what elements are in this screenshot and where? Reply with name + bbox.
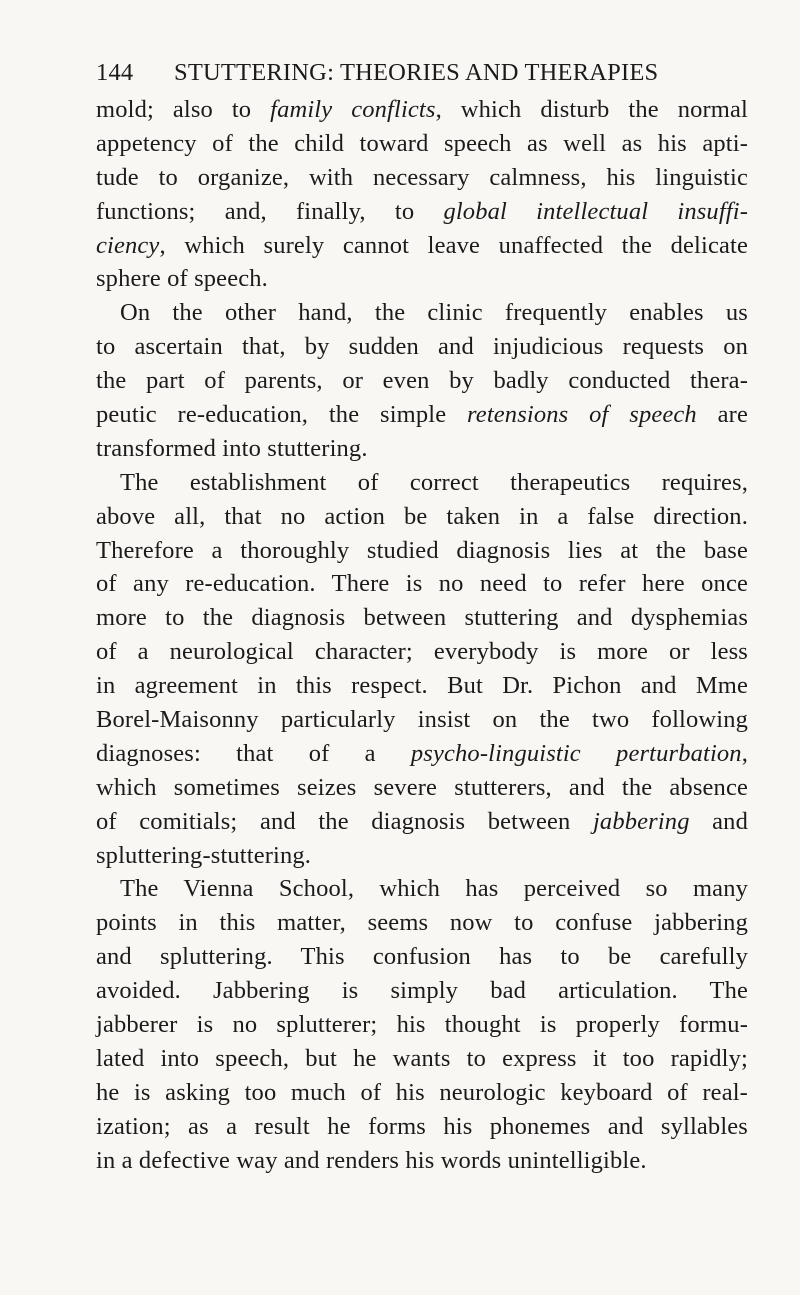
text-line — [96, 872, 748, 906]
text-run: of a neurological character; everybody is more or less — [96, 638, 748, 666]
text-run: which sometimes seizes severe stutterers, and the absence — [96, 773, 748, 801]
text-run: tude to organize, with necessary calmness, his linguistic — [96, 163, 748, 191]
text-line — [96, 432, 748, 466]
text-line — [96, 330, 748, 364]
text-run: of comitials; and the diagnosis between — [96, 807, 593, 835]
text-run: lated into speech, but he wants to express it too rapidly; — [96, 1044, 748, 1072]
running-head — [96, 56, 748, 89]
text-run: The establishment of correct therapeutics requires, — [120, 468, 748, 496]
italic-phrase: ciency — [96, 231, 160, 259]
text-line — [96, 466, 748, 500]
text-run: to ascertain that, by sudden and injudicious requests on — [96, 333, 748, 361]
text-line — [96, 1008, 748, 1042]
text-run: jabberer is no splutterer; his thought is properly formu- — [96, 1011, 748, 1039]
text-line — [96, 940, 748, 974]
text-line — [96, 839, 748, 873]
text-line — [96, 906, 748, 940]
page-number: 144 — [96, 59, 134, 86]
text-line — [96, 703, 748, 737]
text-run: points in this matter, seems now to confuse jabbering — [96, 909, 748, 937]
text-line — [96, 364, 748, 398]
body-text — [96, 93, 748, 1178]
text-run: Borel-Maisonny particularly insist on the two following — [96, 706, 748, 734]
text-line — [96, 296, 748, 330]
text-run: mold; also to — [96, 96, 271, 123]
text-run: On the other hand, the clinic frequently enables us — [120, 299, 748, 327]
text-line — [96, 398, 748, 432]
text-line — [96, 534, 748, 568]
text-run: the part of parents, or even by badly conducted thera- — [96, 367, 748, 395]
italic-phrase: family conflicts — [270, 96, 436, 123]
text-run: The Vienna School, which has perceived so many — [120, 875, 748, 903]
text-run: , which disturb the normal — [435, 96, 748, 123]
text-line — [96, 974, 748, 1008]
text-line — [96, 805, 748, 839]
text-run: Therefore a thoroughly studied diagnosis lies at the base — [96, 536, 748, 564]
text-line — [96, 195, 748, 229]
text-line — [96, 262, 748, 296]
italic-phrase: psycho-linguistic perturbation — [410, 739, 742, 767]
text-run: functions; and, finally, to — [96, 197, 444, 225]
text-line — [96, 1076, 748, 1110]
text-run: and — [689, 807, 748, 835]
text-run: peutic re-education, the simple — [96, 401, 468, 429]
text-run: ization; as a result he forms his phonemes and syllables — [96, 1112, 748, 1140]
text-line — [96, 161, 748, 195]
text-line — [96, 1144, 748, 1178]
italic-phrase: global intellectual insuffi- — [443, 197, 749, 225]
text-run: , which surely cannot leave unaffected the delicate — [159, 231, 748, 259]
text-run: , — [741, 739, 748, 767]
text-run: above all, that no action be taken in a false direction. — [96, 502, 748, 530]
text-line — [96, 1110, 748, 1144]
text-line — [96, 601, 748, 635]
text-run: spluttering-stuttering. — [96, 841, 312, 869]
text-line — [96, 635, 748, 669]
page-content — [96, 56, 748, 1178]
text-run: in agreement in this respect. But Dr. Pichon and Mme — [96, 672, 748, 700]
text-run: more to the diagnosis between stuttering and dysphemias — [96, 604, 748, 632]
running-title: STUTTERING: THEORIES AND THERAPIES — [174, 59, 659, 86]
text-run: of any re-education. There is no need to refer here once — [96, 570, 748, 598]
text-line — [96, 500, 748, 534]
text-run: appetency of the child toward speech as well as his apti- — [96, 129, 748, 157]
text-run: transformed into stuttering. — [96, 434, 368, 462]
text-run: are — [696, 401, 748, 429]
text-line — [96, 1042, 748, 1076]
italic-phrase: retensions of speech — [467, 401, 697, 429]
text-line — [96, 771, 748, 805]
text-run: and spluttering. This confusion has to be carefully — [96, 943, 748, 971]
text-line — [96, 567, 748, 601]
text-run: diagnoses: that of a — [96, 739, 411, 767]
text-line — [96, 93, 748, 127]
text-line — [96, 229, 748, 263]
text-line — [96, 127, 748, 161]
text-run: he is asking too much of his neurologic keyboard of real- — [96, 1078, 748, 1106]
text-run: sphere of speech. — [96, 265, 268, 293]
text-line — [96, 669, 748, 703]
text-run: in a defective way and renders his words unintelligible. — [96, 1146, 647, 1174]
text-run: avoided. Jabbering is simply bad articulation. The — [96, 977, 748, 1005]
italic-phrase: jabbering — [592, 807, 690, 835]
text-line — [96, 737, 748, 771]
